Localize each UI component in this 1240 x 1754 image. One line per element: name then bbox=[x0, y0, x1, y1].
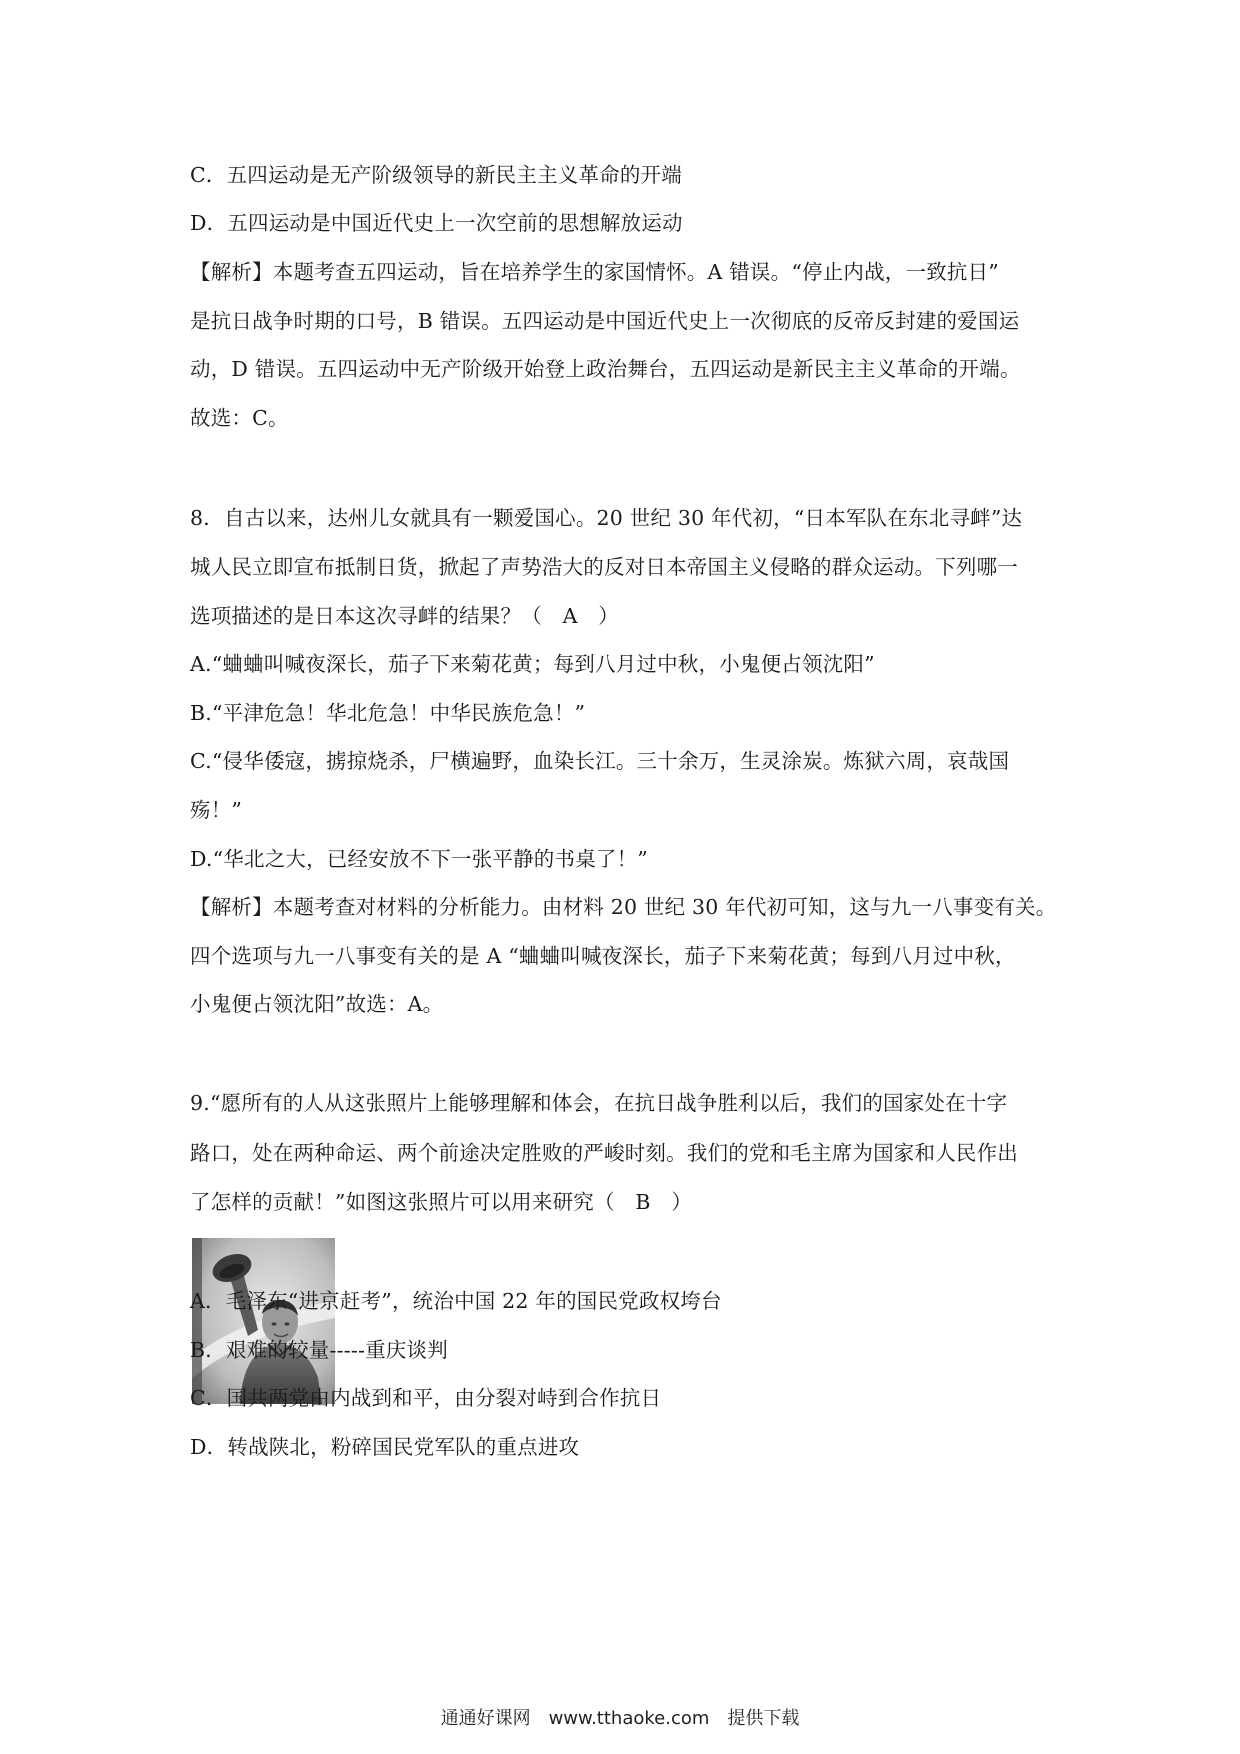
q8-stem-line: 选项描述的是日本这次寻衅的结果？（ A ） bbox=[190, 604, 620, 628]
q7-analysis-line: 动，D 错误。五四运动中无产阶级开始登上政治舞台，五四运动是新民主主义革命的开端。 bbox=[190, 357, 1021, 381]
q9-stem-line: 9.“愿所有的人从这张照片上能够理解和体会，在抗日战争胜利以后，我们的国家处在十字 bbox=[190, 1091, 1008, 1115]
q8-option-d: D.“华北之大，已经安放不下一张平静的书桌了！” bbox=[190, 847, 648, 871]
q7-option-d: D．五四运动是中国近代史上一次空前的思想解放运动 bbox=[190, 211, 683, 235]
q8-analysis-line: 【解析】本题考查对材料的分析能力。由材料 20 世纪 30 年代初可知，这与九一八事变有关。 bbox=[190, 895, 1057, 919]
q8-option-b: B.“平津危急！华北危急！中华民族危急！” bbox=[190, 701, 586, 725]
q8-stem-line: 8．自古以来，达州儿女就具有一颗爱国心。20 世纪 30 年代初，“日本军队在东北寻衅”达 bbox=[190, 506, 1023, 530]
q8-option-c-line: C.“侵华倭寇，掳掠烧杀，尸横遍野，血染长江。三十余万，生灵涂炭。炼狱六周，哀哉国 bbox=[190, 749, 1010, 773]
q7-analysis-line: 【解析】本题考查五四运动，旨在培养学生的家国情怀。A 错误。“停止内战，一致抗日” bbox=[190, 260, 999, 284]
q9-option-c: C．国共两党由内战到和平，由分裂对峙到合作抗日 bbox=[190, 1386, 662, 1410]
q8-stem-line: 城人民立即宣布抵制日货，掀起了声势浩大的反对日本帝国主义侵略的群众运动。下列哪一 bbox=[190, 555, 1018, 579]
q8-analysis-line: 四个选项与九一八事变有关的是 A “蛐蛐叫喊夜深长，茄子下来菊花黄；每到八月过中秋， bbox=[190, 944, 1016, 968]
q9-stem-line: 了怎样的贡献！”如图这张照片可以用来研究（ B ） bbox=[190, 1190, 693, 1214]
q9-option-b: B．艰难的较量-----重庆谈判 bbox=[190, 1338, 448, 1362]
q7-analysis-line: 故选：C。 bbox=[190, 406, 289, 430]
q7-analysis-line: 是抗日战争时期的口号，B 错误。五四运动是中国近代史上一次彻底的反帝反封建的爱国运 bbox=[190, 309, 1020, 333]
photo-illustration bbox=[192, 1238, 335, 1404]
q7-option-c: C．五四运动是无产阶级领导的新民主主义革命的开端 bbox=[190, 163, 682, 187]
q8-option-a: A.“蛐蛐叫喊夜深长，茄子下来菊花黄；每到八月过中秋，小鬼便占领沈阳” bbox=[190, 652, 875, 676]
page-footer: 通通好课网 www.tthaoke.com 提供下载 bbox=[440, 1708, 800, 1729]
q8-option-c-line: 殇！” bbox=[190, 798, 243, 822]
q9-option-d: D．转战陕北，粉碎国民党军队的重点进攻 bbox=[190, 1435, 580, 1459]
historical-photo bbox=[192, 1238, 335, 1404]
q8-analysis-line: 小鬼便占领沈阳”故选：A。 bbox=[190, 992, 444, 1016]
q9-option-a: A．毛泽东“进京赶考”，统治中国 22 年的国民党政权垮台 bbox=[190, 1289, 722, 1313]
q9-stem-line: 路口，处在两种命运、两个前途决定胜败的严峻时刻。我们的党和毛主席为国家和人民作出 bbox=[190, 1141, 1018, 1165]
